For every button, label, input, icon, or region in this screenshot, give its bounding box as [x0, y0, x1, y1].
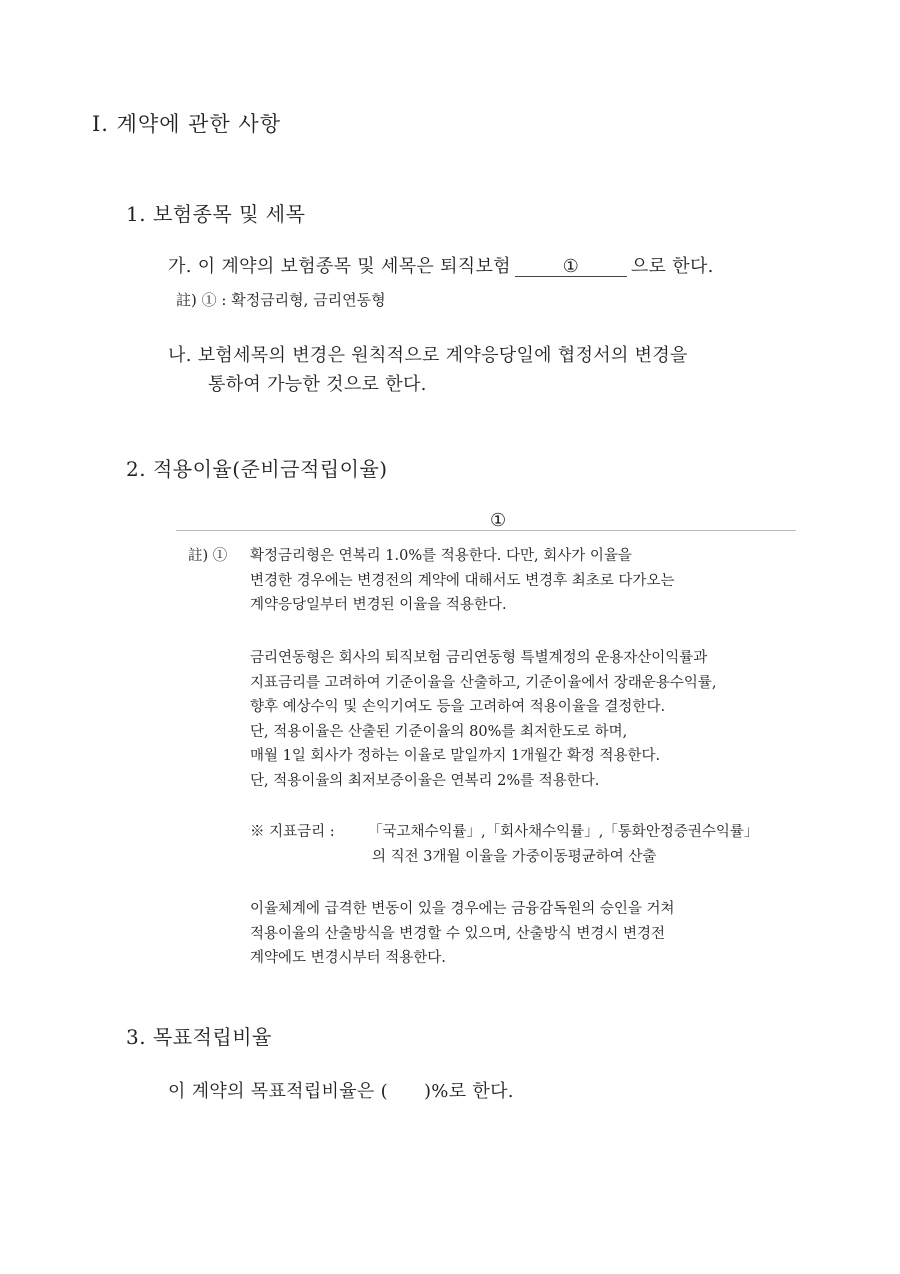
section-3-heading: 3. 목표적립비율: [126, 1025, 272, 1049]
note-line: 지표금리를 고려하여 기준이율을 산출하고, 기준이율에서 장래운용수익률,: [250, 674, 717, 691]
target-ratio-sentence: [168, 1077, 514, 1103]
note-line: 계약응당일부터 변경된 이율을 적용한다.: [250, 597, 507, 613]
section-1-heading: 1. 보험종목 및 세목: [126, 202, 306, 226]
note-paragraph-3: [250, 897, 674, 971]
note-line: 계약에도 변경시부터 적용한다.: [250, 950, 446, 966]
note-line: 변경한 경우에는 변경전의 계약에 대해서도 변경후 최초로 다가오는: [250, 572, 675, 589]
item-na-line1: 나. 보험세목의 변경은 원칙적으로 계약응당일에 협정서의 변경을: [168, 345, 688, 366]
target-ratio-prefix: 이 계약의 목표적립비율은 (: [168, 1081, 388, 1102]
item-ga-blank: ①: [515, 258, 627, 277]
item-ga-suffix: 으로 한다.: [630, 256, 714, 277]
note-paragraph-1: [250, 544, 674, 618]
note-paragraph-2: [250, 646, 716, 793]
note-label: 註) ①: [188, 548, 228, 564]
note-line: 단, 적용이율의 최저보증이율은 연복리 2%를 적용한다.: [250, 772, 600, 789]
index-rate-line1: 「국고채수익률」,「회사채수익률」,「통화안정증권수익률」: [368, 824, 759, 840]
item-ga-prefix: 가. 이 계약의 보험종목 및 세목은 퇴직보험: [168, 256, 511, 277]
item-na-line2: 통하여 가능한 것으로 한다.: [208, 374, 427, 395]
section-title: Ⅰ. 계약에 관한 사항: [92, 112, 281, 136]
note-line: 금리연동형은 회사의 퇴직보험 금리연동형 특별계정의 운용자산이익률과: [250, 650, 708, 666]
section-2-heading: 2. 적용이율(준비금적립이율): [126, 457, 388, 481]
index-rate-label: ※ 지표금리 :: [250, 824, 335, 840]
item-ga: [168, 252, 714, 278]
note-line: 적용이율의 산출방식을 변경할 수 있으며, 산출방식 변경시 변경전: [250, 925, 666, 942]
note-line: 향후 예상수익 및 손익기여도 등을 고려하여 적용이율을 결정한다.: [250, 699, 666, 715]
note-line: 단, 적용이율은 산출된 기준이율의 80%를 최저한도로 하며,: [250, 723, 628, 740]
target-ratio-suffix: )%로 한다.: [423, 1081, 514, 1102]
marker-circle-one: ①: [490, 510, 507, 531]
index-rate-line2: 의 직전 3개월 이율을 가중이동평균하여 산출: [372, 849, 657, 865]
note-line: 이율체계에 급격한 변동이 있을 경우에는 금융감독원의 승인을 거쳐: [250, 901, 675, 917]
divider-rule: [176, 530, 796, 531]
note-line: 확정금리형은 연복리 1.0%를 적용한다. 다만, 회사가 이율을: [250, 548, 632, 564]
note-line: 매월 1일 회사가 정하는 이율로 말일까지 1개월간 확정 적용한다.: [250, 748, 661, 764]
note-ga: 註) ① : 확정금리형, 금리연동형: [176, 291, 386, 309]
